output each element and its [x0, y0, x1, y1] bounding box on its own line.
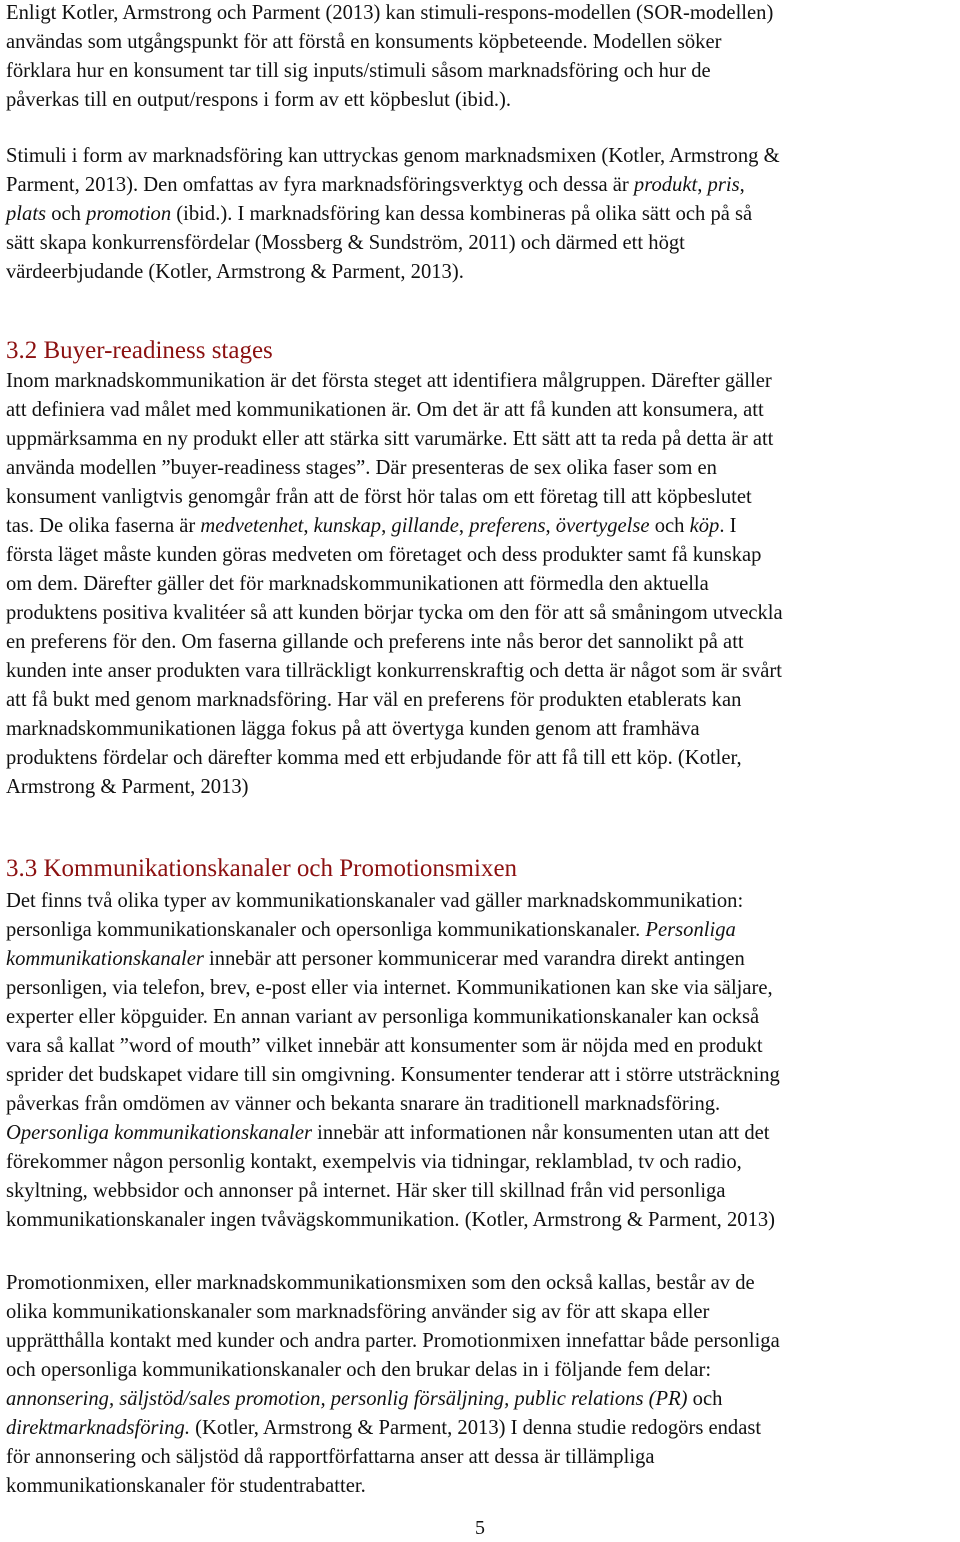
text-line: Parment, 2013). Den omfattas av fyra marknadsföringsverktyg och dessa är produkt, pris,: [6, 174, 745, 196]
text-line: förekommer någon personlig kontakt, exempelvis via tidningar, reklamblad, tv och radio,: [6, 1151, 742, 1173]
text-line: personliga kommunikationskanaler och opersonliga kommunikationskanaler. Personliga: [6, 919, 736, 941]
text-line: påverkas från omdömen av vänner och bekanta snarare än traditionell marknadsföring.: [6, 1093, 721, 1115]
text-line: uppmärksamma en ny produkt eller att stärka sitt varumärke. Ett sätt att ta reda på detta är att: [6, 428, 774, 450]
text-line: experter eller köpguider. En annan variant av personliga kommunikationskanaler kan också: [6, 1006, 760, 1028]
text-line: olika kommunikationskanaler som marknadsföring använder sig av för att skapa eller: [6, 1301, 710, 1323]
text-line: sätt skapa konkurrensfördelar (Mossberg & Sundström, 2011) och därmed ett högt: [6, 232, 685, 254]
paragraph-promotion-mix: [6, 1269, 780, 1501]
paragraph-marketing-mix: [6, 142, 780, 287]
page-number: 5: [475, 1517, 485, 1539]
text-line: tas. De olika faserna är medvetenhet, kunskap, gillande, preferens, övertygelse och köp. I: [6, 515, 737, 537]
paragraph-sor-model: [6, 0, 773, 115]
text-line: Stimuli i form av marknadsföring kan uttryckas genom marknadsmixen (Kotler, Armstrong &: [6, 145, 780, 167]
text-line: skyltning, webbsidor och annonser på internet. Här sker till skillnad från vid personliga: [6, 1180, 726, 1202]
text-line: att definiera vad målet med kommunikationen är. Om det är att få kunden att konsumera, att: [6, 399, 764, 421]
text-line: kommunikationskanaler för studentrabatter.: [6, 1475, 366, 1497]
section-heading-3-3: 3.3 Kommunikationskanaler och Promotionsmixen: [6, 855, 518, 882]
paragraph-buyer-readiness: [6, 367, 783, 802]
text-line: kommunikationskanaler ingen tvåvägskommunikation. (Kotler, Armstrong & Parment, 2013): [6, 1209, 776, 1231]
text-line: upprätthålla kontakt med kunder och andra parter. Promotionmixen innefattar både personliga: [6, 1330, 780, 1352]
text-line: konsument vanligtvis genomgår från att de först hör talas om ett företag till att köpbeslutet: [6, 486, 752, 508]
text-line: Enligt Kotler, Armstrong och Parment (2013) kan stimuli-respons-modellen (SOR-modellen): [6, 2, 774, 24]
paragraph-communication-channels: [6, 887, 780, 1235]
section-heading-3-2: 3.2 Buyer-readiness stages: [6, 337, 273, 364]
text-line: kommunikationskanaler innebär att personer kommunicerar med varandra direkt antingen: [6, 948, 745, 970]
text-line: förklara hur en konsument tar till sig inputs/stimuli såsom marknadsföring och hur de: [6, 60, 711, 82]
text-line: Inom marknadskommunikation är det första steget att identifiera målgruppen. Därefter gäller: [6, 370, 772, 392]
text-line: påverkas till en output/respons i form av ett köpbeslut (ibid.).: [6, 89, 512, 111]
text-line: för annonsering och säljstöd då rapportförfattarna anser att dessa är tillämpliga: [6, 1446, 655, 1468]
text-line: använda modellen ”buyer-readiness stages”. Där presenteras de sex olika faser som en: [6, 457, 717, 479]
text-line: en preferens för den. Om faserna gillande och preferens inte nås beror det sannolikt på att: [6, 631, 744, 653]
text-line: Armstrong & Parment, 2013): [6, 776, 249, 798]
text-line: direktmarknadsföring. (Kotler, Armstrong & Parment, 2013) I denna studie redogörs endast: [6, 1417, 762, 1439]
text-line: marknadskommunikationen lägga fokus på att övertyga kunden genom att framhäva: [6, 718, 700, 740]
text-line: produktens fördelar och därefter komma med ett erbjudande för att få till ett köp. (Kotler,: [6, 747, 742, 769]
text-line: annonsering, säljstöd/sales promotion, personlig försäljning, public relations (PR) och: [6, 1388, 723, 1410]
text-line: användas som utgångspunkt för att förstå en konsuments köpbeteende. Modellen söker: [6, 31, 722, 53]
text-line: personligen, via telefon, brev, e-post eller via internet. Kommunikationen kan ske via säljare,: [6, 977, 773, 999]
text-line: Opersonliga kommunikationskanaler innebär att informationen når konsumenten utan att det: [6, 1122, 770, 1144]
text-line: och opersonliga kommunikationskanaler och den brukar delas in i följande fem delar:: [6, 1359, 712, 1381]
text-line: vara så kallat ”word of mouth” vilket innebär att konsumenter som är nöjda med en produkt: [6, 1035, 763, 1057]
text-line: Promotionmixen, eller marknadskommunikationsmixen som den också kallas, består av de: [6, 1272, 755, 1294]
text-line: om dem. Därefter gäller det för marknadskommunikationen att förmedla den aktuella: [6, 573, 709, 595]
text-line: kunden inte anser produkten vara tillräckligt konkurrenskraftig och detta är något som är svårt: [6, 660, 783, 682]
text-line: första läget måste kunden göras medveten om företaget och dess produkter samt få kunskap: [6, 544, 762, 566]
text-line: Det finns två olika typer av kommunikationskanaler vad gäller marknadskommunikation:: [6, 890, 744, 912]
text-line: att få bukt med genom marknadsföring. Har väl en preferens för produkten etablerats kan: [6, 689, 742, 711]
text-line: sprider det budskapet vidare till sin omgivning. Konsumenter tenderar att i större utsträckning: [6, 1064, 780, 1086]
text-line: plats och promotion (ibid.). I marknadsföring kan dessa kombineras på olika sätt och på så: [6, 203, 753, 225]
text-line: värdeerbjudande (Kotler, Armstrong & Parment, 2013).: [6, 261, 464, 283]
text-line: produktens positiva kvalitéer så att kunden börjar tycka om den för att så småningom utveckla: [6, 602, 783, 624]
